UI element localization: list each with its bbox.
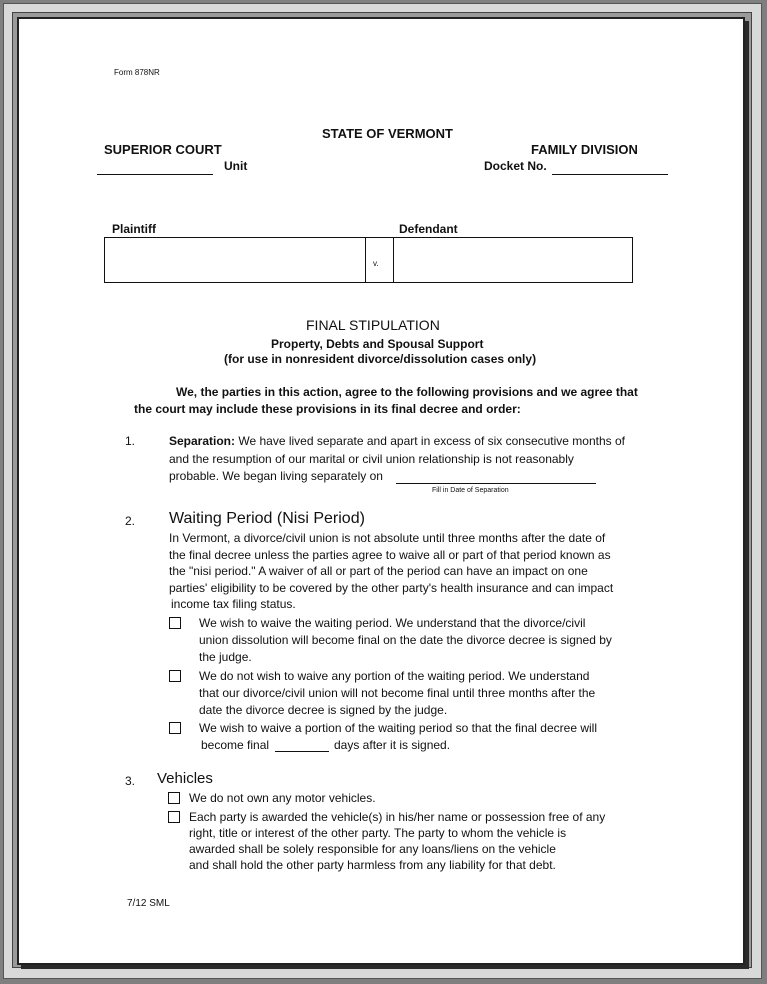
waive-partial-line-2b: days after it is signed.	[334, 738, 451, 752]
intro-line-2: the court may include these provisions in its final decree and order:	[134, 402, 521, 416]
section-2-para-2: the final decree unless the parties agree to waive all or part of that period known as	[169, 548, 611, 562]
no-vehicles-checkbox[interactable]	[168, 792, 180, 804]
document-subtitle: Property, Debts and Spousal Support	[271, 337, 484, 351]
waive-partial-checkbox[interactable]	[169, 722, 181, 734]
court-name: SUPERIOR COURT	[104, 142, 222, 157]
unit-label: Unit	[224, 159, 248, 173]
section-1-number: 1.	[125, 434, 136, 448]
section-1-line-1	[169, 434, 625, 448]
waive-days-blank[interactable]	[275, 751, 329, 752]
versus-cell	[365, 238, 394, 282]
no-waive-line-1: We do not wish to waive any portion of the waiting period. We understand	[199, 669, 590, 683]
waive-partial-line-2a: become final	[201, 738, 270, 752]
versus-label: v.	[373, 259, 379, 268]
docket-label: Docket No.	[484, 159, 547, 173]
vehicles-awarded-line-4: and shall hold the other party harmless from any liability for that debt.	[189, 858, 556, 872]
section-1-line-2: and the resumption of our marital or civil union relationship is not reasonably	[169, 452, 574, 466]
section-2-para-1: In Vermont, a divorce/civil union is not absolute until three months after the date of	[169, 531, 606, 545]
section-2-para-3: the "nisi period." A waiver of all or part of the period can have an impact on one	[169, 564, 588, 578]
no-vehicles-text: We do not own any motor vehicles.	[189, 791, 376, 805]
section-3-heading: Vehicles	[157, 770, 213, 787]
section-2-para-5: income tax filing status.	[171, 597, 296, 611]
waive-full-line-1: We wish to waive the waiting period. We understand that the divorce/civil	[199, 616, 586, 630]
form-number: Form 878NR	[114, 68, 160, 77]
section-3-number: 3.	[125, 774, 136, 788]
defendant-label: Defendant	[399, 222, 458, 236]
no-waive-line-2: that our divorce/civil union will not become final until three months after the	[199, 686, 596, 700]
separation-date-label: Fill in Date of Separation	[432, 487, 509, 494]
unit-blank[interactable]	[97, 174, 213, 175]
vehicles-awarded-checkbox[interactable]	[168, 811, 180, 823]
docket-blank[interactable]	[552, 174, 668, 175]
vehicles-awarded-line-3: awarded shall be solely responsible for any loans/liens on the vehicle	[189, 842, 556, 856]
defendant-field[interactable]	[393, 238, 632, 282]
state-title: STATE OF VERMONT	[322, 126, 453, 141]
vehicles-awarded-line-1: Each party is awarded the vehicle(s) in his/her name or possession free of any	[189, 810, 606, 824]
section-1-heading: Separation:	[169, 434, 236, 448]
document-title: FINAL STIPULATION	[306, 317, 440, 333]
no-waive-line-3: date the divorce decree is signed by the judge.	[199, 703, 448, 717]
intro-line-1: We, the parties in this action, agree to the following provisions and we agree that	[176, 385, 638, 399]
section-2-number: 2.	[125, 514, 136, 528]
waive-full-line-3: the judge.	[199, 650, 252, 664]
waive-full-checkbox[interactable]	[169, 617, 181, 629]
parties-box	[104, 237, 633, 283]
section-2-para-4: parties' eligibility to be covered by the other party's health insurance and can impact	[169, 581, 614, 595]
division-name: FAMILY DIVISION	[531, 142, 638, 157]
waive-full-line-2: union dissolution will become final on the date the divorce decree is signed by	[199, 633, 612, 647]
section-2-heading: Waiting Period (Nisi Period)	[169, 510, 365, 527]
plaintiff-label: Plaintiff	[112, 222, 156, 236]
document-note: (for use in nonresident divorce/dissolution cases only)	[224, 352, 537, 366]
waive-partial-line-1: We wish to waive a portion of the waiting period so that the final decree will	[199, 721, 597, 735]
no-waive-checkbox[interactable]	[169, 670, 181, 682]
separation-date-blank[interactable]	[396, 483, 596, 484]
plaintiff-field[interactable]	[105, 238, 365, 282]
section-1-text: We have lived separate and apart in excess of six consecutive months of	[235, 434, 626, 448]
section-1-line-3: probable. We began living separately on	[169, 469, 383, 483]
document-page	[17, 17, 745, 965]
footer-code: 7/12 SML	[127, 898, 170, 909]
vehicles-awarded-line-2: right, title or interest of the other party. The party to whom the vehicle is	[189, 826, 567, 840]
